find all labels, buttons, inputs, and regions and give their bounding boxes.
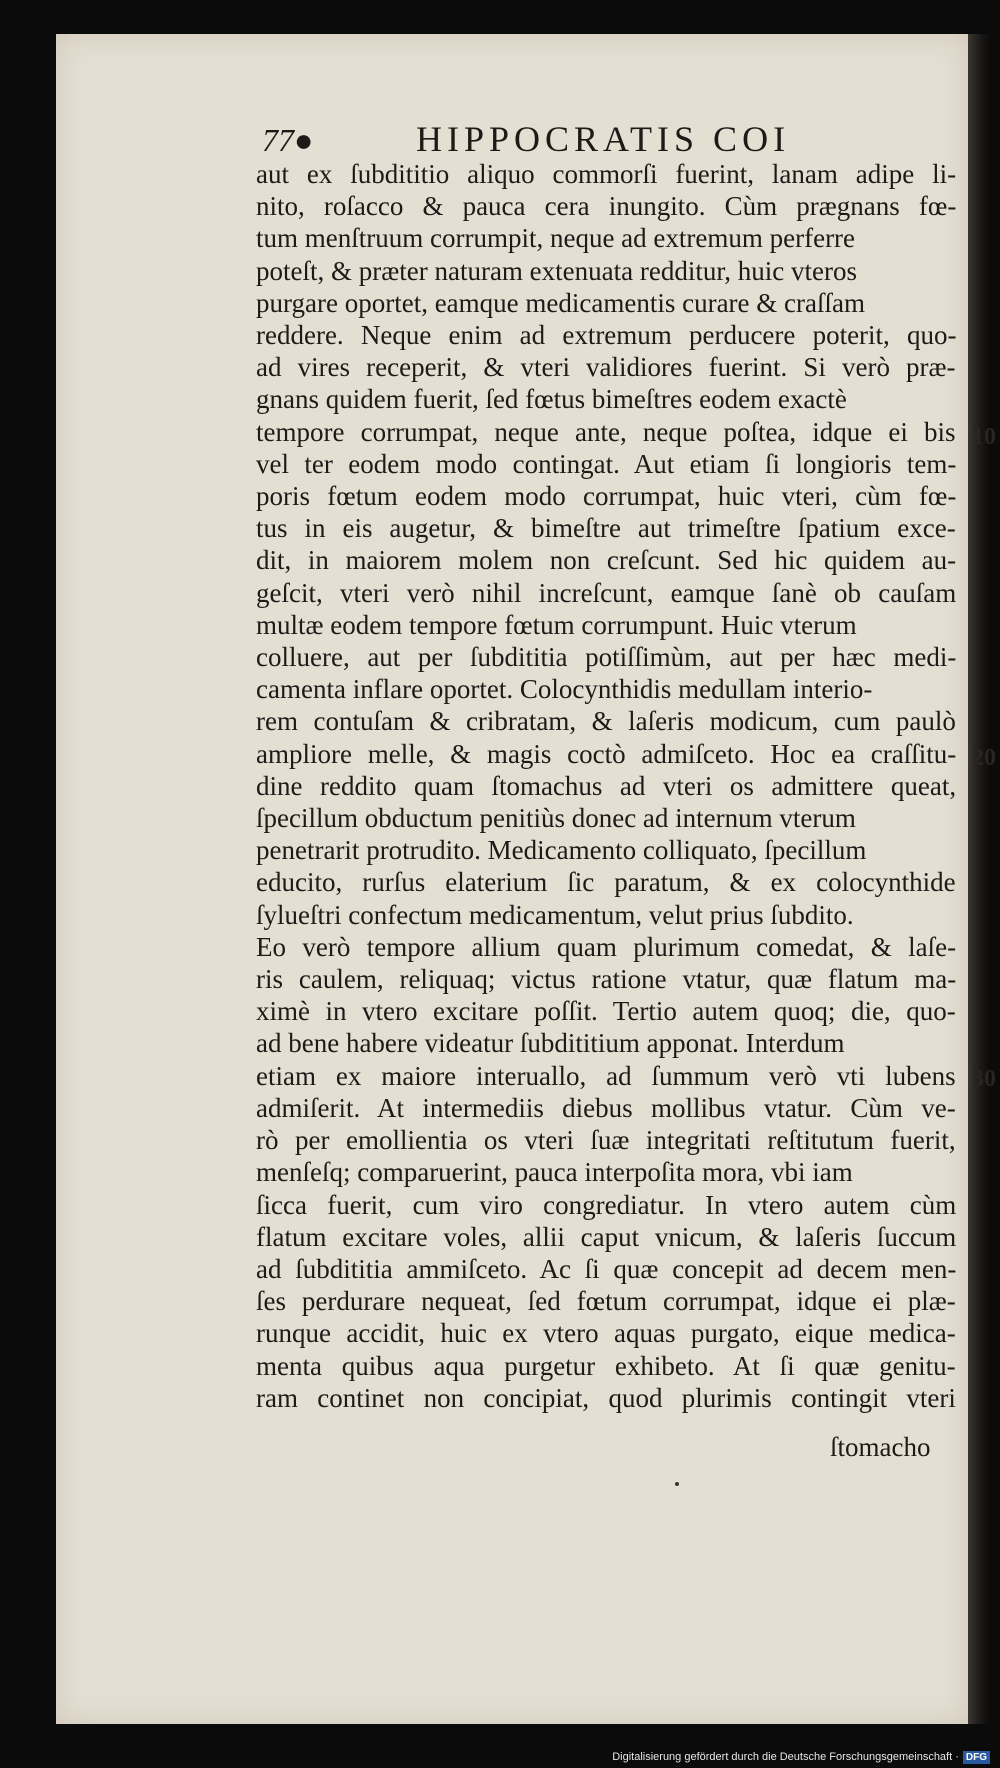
text-line: tus in eis augetur, & bimeſtre aut trimeſtre ſpatium exce- [256, 513, 956, 544]
text-line: gnans quidem fuerit, ſed fœtus bimeſtres eodem exactè [256, 384, 847, 415]
text-line: ampliore melle, & magis coctò admiſceto. Hoc ea craſſitu- [256, 738, 956, 769]
text-line: ad ſubdititia ammiſceto. Ac ſi quæ concepit ad decem men- [256, 1253, 956, 1284]
text-line: aut ex ſubdititio aliquo commorſi fuerint, lanam adipe li- [256, 159, 956, 189]
text-line: ram continet non concipiat, quod plurimis contingit vteri [256, 1382, 956, 1413]
margin-line-number: 20 [972, 745, 996, 771]
text-line: menſeſq; comparuerint, pauca interpoſita mora, vbi iam [256, 1157, 853, 1188]
text-line: menta quibus aqua purgetur exhibeto. At ſi quæ genitu- [256, 1350, 956, 1381]
digitization-credit [612, 1749, 990, 1765]
text-line: poris fœtum eodem modo corrumpat, huic vteri, cùm fœ- [256, 481, 956, 512]
text-line: geſcit, vteri verò nihil increſcunt, eamque ſanè ob cauſam [256, 577, 956, 608]
text-line: vel ter eodem modo contingat. Aut etiam ſi longioris tem- [256, 448, 956, 479]
text-line: tempore corrumpat, neque ante, neque poſtea, idque ei bis [256, 416, 956, 447]
page-number: 77● [262, 122, 314, 158]
catchword: ſtomacho [830, 1432, 931, 1462]
paper-speck [675, 1482, 679, 1486]
text-line: dit, in maiorem molem non creſcunt. Sed hic quidem au- [256, 545, 956, 576]
text-line: admiſerit. At intermediis diebus mollibus vtatur. Cùm ve- [256, 1092, 956, 1123]
body-text [256, 158, 956, 1414]
text-line: Eo verò tempore allium quam plurimum comedat, & laſe- [256, 931, 956, 962]
credit-text: Digitalisierung gefördert durch die Deutsche Forschungsgemeinschaft · [612, 1751, 959, 1763]
text-line: runque accidit, huic ex vtero aquas purgato, eique medica- [256, 1318, 956, 1349]
dfg-logo: DFG [963, 1751, 990, 1764]
margin-line-number: 30 [972, 1066, 996, 1092]
text-line: ſpecillum obductum penitiùs donec ad internum vterum [256, 803, 856, 834]
text-line: educito, rurſus elaterium ſic paratum, & ex colocynthide [256, 867, 956, 898]
running-title: HIPPOCRATIS COI [416, 119, 791, 159]
text-line: reddere. Neque enim ad extremum perducere poterit, quo- [256, 320, 956, 351]
text-line: nito, roſacco & pauca cera inungito. Cùm prægnans fœ- [256, 191, 956, 222]
text-line: colluere, aut per ſubdititia potiſſimùm, aut per hæc medi- [256, 642, 956, 673]
text-line: ximè in vtero excitare poſſit. Tertio autem quoq; die, quo- [256, 996, 956, 1027]
text-line: ſes perdurare nequeat, ſed fœtum corrumpat, idque ei plæ- [256, 1286, 956, 1317]
text-line: ris caulem, reliquaq; victus ratione vtatur, quæ flatum ma- [256, 964, 956, 995]
text-line: tum menſtruum corrumpit, neque ad extremum perferre [256, 223, 856, 254]
text-line: penetrarit protrudito. Medicamento colliquato, ſpecillum [256, 835, 867, 866]
text-line: rem contuſam & cribratam, & laſeris modicum, cum paulò [256, 706, 956, 737]
page-header [200, 96, 840, 160]
margin-line-number: 10 [972, 424, 996, 450]
text-line: flatum excitare voles, allii caput vnicum, & laſeris ſuccum [256, 1221, 956, 1252]
text-line: ad bene habere videatur ſubdititium apponat. Interdum [256, 1028, 845, 1059]
text-line: etiam ex maiore interuallo, ad ſummum verò vti lubens [256, 1060, 956, 1091]
text-line: dine reddito quam ſtomachus ad vteri os admittere queat, [256, 770, 956, 801]
text-line: camenta inflare oportet. Colocynthidis medullam interio- [256, 674, 873, 705]
text-line: poteſt, & præter naturam extenuata redditur, huic vteros [256, 255, 857, 286]
page-edge [968, 34, 990, 1724]
text-line: rò per emollientia os vteri ſuæ integritati reſtitutum fuerit, [256, 1125, 956, 1156]
text-line: purgare oportet, eamque medicamentis curare & craſſam [256, 287, 865, 318]
text-line: ad vires receperit, & vteri validiores fuerint. Si verò præ- [256, 352, 956, 383]
text-line: ſicca fuerit, cum viro congrediatur. In vtero autem cùm [256, 1189, 956, 1220]
text-line: ſylueſtri confectum medicamentum, velut prius ſubdito. [256, 899, 854, 930]
text-line: multæ eodem tempore fœtum corrumpunt. Huic vterum [256, 609, 857, 640]
